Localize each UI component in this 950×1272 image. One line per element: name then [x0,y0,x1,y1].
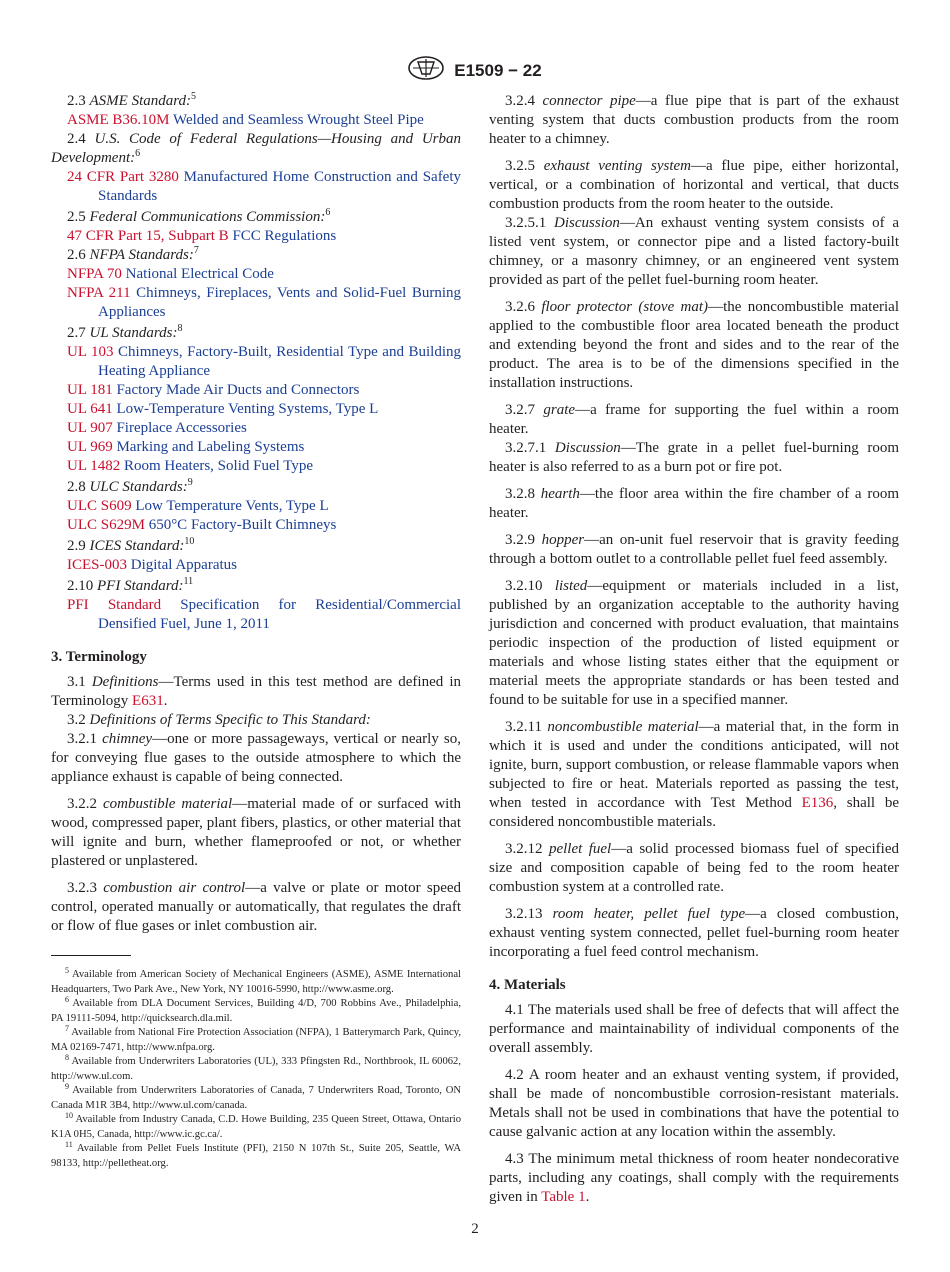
para-3-1: 3.1 Definitions—Terms used in this test method are defined in Terminology E631. [51,674,461,709]
ref-ulc-s609[interactable]: ULC S609 Low Temperature Vents, Type L [67,498,329,514]
heading-materials: 4. Materials [489,977,566,993]
ref-ul103[interactable]: UL 103 Chimneys, Factory-Built, Residential Type and Building Heating Appliance [67,344,462,379]
ref-ulc-s629m[interactable]: ULC S629M 650°C Factory-Built Chimneys [67,517,337,533]
astm-logo-icon [408,56,444,85]
heading-terminology: 3. Terminology [51,649,147,665]
footnote-6: $^6$ Available from DLA Document Services, Building 4/D, 700 Robbins Ave., Philadelphia, PA 19111-5094, http://quicksearch.dla.mil. [51,995,461,1024]
para-3-2-6: 3.2.6 floor protector (stove mat)—the noncombustible material applied to the combustible floor area located beneath the product and extending beyond the front and sides and to the rear of the product. The area is to be of the dimensions specified in the installation instructions. [489,299,899,391]
ref-ul181[interactable]: UL 181 Factory Made Air Ducts and Connectors [67,382,360,398]
ref-table-1-link[interactable]: Table 1 [541,1189,586,1205]
para-3-2-5-1: 3.2.5.1 Discussion—An exhaust venting system consists of a listed vent system, or connector pipe and a listed factory-built chimney, or a masonry chimney, or an engineered vent system provided as part of the pellet fuel-burning room heater. [489,215,899,288]
section-2-9: 2.9 ICES Standard:$^{10}$ [67,536,195,554]
para-4-3: 4.3 The minimum metal thickness of room heater nondecorative parts, including any coatings, shall comply with the requirements given in Table 1. [489,1151,899,1205]
footnote-rule [51,955,131,956]
para-3-2-1: 3.2.1 chimney—one or more passageways, vertical or nearly so, for conveying flue gases to the outside atmosphere to which the appliance exhaust is capable of being connected. [51,731,462,785]
para-3-2-8: 3.2.8 hearth—the floor area within the fire chamber of a room heater. [489,486,899,521]
ref-ul1482[interactable]: UL 1482 Room Heaters, Solid Fuel Type [67,458,314,474]
para-3-2-11: 3.2.11 noncombustible material—a material that, in the form in which it is used and under the conditions anticipated, will not ignite, burn, support combustion, or release flammable vapors when subjected to fire or heat. Materials reported as passing the test, when tested in accordance with Test Method E136, shall be considered noncombustible materials. [489,719,900,830]
ref-nfpa211[interactable]: NFPA 211 Chimneys, Fireplaces, Vents and Solid-Fuel Burning Appliances [67,285,462,320]
para-3-2-7-1: 3.2.7.1 Discussion—The grate in a pellet fuel-burning room heater is also referred to as a burn pot or fire pot. [489,440,899,475]
para-3-2-2: 3.2.2 combustible material—material made of or surfaced with wood, compressed paper, plant fibers, plastics, or other material that will ignite and burn, whether flameproofed or not, or whether plastered or unplastered. [51,796,461,869]
para-3-2-10: 3.2.10 listed—equipment or materials included in a list, published by an organization acceptable to the authority having jurisdiction and concerned with product evaluation, that maintains periodic inspection of the production of listed equipment or materials and whose listing states either that the equipment or material meets the appropriate standards or has been tested and found to be suitable for use in a specified manner. [489,578,900,708]
para-3-2-4: 3.2.4 connector pipe—a flue pipe that is part of the exhaust venting system that ducts combustion products from the room heater to a chimney. [489,93,899,147]
footnote-7: $^7$ Available from National Fire Protection Association (NFPA), 1 Batterymarch Park, Quincy, MA 02169-7471, http://www.nfpa.org. [51,1024,461,1053]
para-3-2-3: 3.2.3 combustion air control—a valve or plate or motor speed control, operated manually or automatically, that regulates the draft or flow of flue gases or inlet combustion air. [51,880,462,934]
section-2-6: 2.6 NFPA Standards:$^7$ [67,245,199,263]
right-column [489,92,899,1207]
ref-pfi[interactable]: PFI Standard Specification for Residential/Commercial Densified Fuel, June 1, 2011 [67,597,461,632]
ref-ul969[interactable]: UL 969 Marking and Labeling Systems [67,439,305,455]
section-2-4: 2.4 U.S. Code of Federal Regulations—Housing and Urban Development:$^6$ [51,131,462,166]
ref-ul907[interactable]: UL 907 Fireplace Accessories [67,420,247,436]
ref-ices003[interactable]: ICES-003 Digital Apparatus [67,557,237,573]
ref-e631-link[interactable]: E631 [132,693,164,709]
ref-nfpa70[interactable]: NFPA 70 National Electrical Code [67,266,274,282]
standard-designation: E1509 − 22 [454,60,542,80]
section-2-5: 2.5 Federal Communications Commission:$^6$ [67,207,331,225]
para-3-2-13: 3.2.13 room heater, pellet fuel type—a closed combustion, exhaust venting system connected, pellet fuel-burning room heater incorporating a fuel feed control mechanism. [489,906,899,960]
para-3-2-9: 3.2.9 hopper—an on-unit fuel reservoir that is gravity feeding through a bottom outlet to a controllable pellet fuel feed assembly. [489,532,900,567]
footnote-8: $^8$ Available from Underwriters Laboratories (UL), 333 Pfingsten Rd., Northbrook, IL 60062, http://www.ul.com. [51,1053,461,1082]
page-number: 2 [471,1221,479,1237]
ref-47cfr[interactable]: 47 CFR Part 15, Subpart B FCC Regulations [67,228,337,244]
section-2-8: 2.8 ULC Standards:$^9$ [67,477,193,495]
para-3-2: 3.2 Definitions of Terms Specific to This Standard: [67,712,371,728]
footnote-5: $^5$ Available from American Society of Mechanical Engineers (ASME), ASME International Headquarters, Two Park Ave., New York, NY 10016-5990, http://www.asme.org. [51,966,461,995]
para-3-2-7: 3.2.7 grate—a frame for supporting the fuel within a room heater. [489,402,900,437]
para-3-2-12: 3.2.12 pellet fuel—a solid processed biomass fuel of specified size and composition capable of being fed to the room heater combustion system at a controlled rate. [489,841,899,895]
para-4-2: 4.2 A room heater and an exhaust venting system, if provided, shall be made of noncombustible corrosion-resistant materials. Metals shall not be used in combinations that have the potential to cause galvanic action at any location within the assembly. [489,1067,899,1140]
page-header [0,56,950,82]
ref-24cfr[interactable]: 24 CFR Part 3280 Manufactured Home Construction and Safety Standards [67,169,462,204]
footnote-11: $^{11}$ Available from Pellet Fuels Institute (PFI), 2150 N 107th St., Suite 205, Seattle, WA 98133, http://pelletheat.org. [51,1140,461,1169]
section-2-7: 2.7 UL Standards:$^8$ [67,323,183,341]
footnotes [51,968,461,1171]
ref-asme-b36[interactable]: ASME B36.10M Welded and Seamless Wrought Steel Pipe [67,112,424,128]
footnote-10: $^{10}$ Available from Industry Canada, C.D. Howe Building, 235 Queen Street, Ottawa, Ontario K1A 0H5, Canada, http://www.ic.gc.ca/. [51,1111,461,1140]
left-column [51,92,461,936]
ref-e136-link[interactable]: E136 [801,795,834,811]
ref-ul641[interactable]: UL 641 Low-Temperature Venting Systems, Type L [67,401,379,417]
para-4-1: 4.1 The materials used shall be free of defects that will affect the performance and maintainability of individual components of the overall assembly. [489,1002,899,1056]
para-3-2-5: 3.2.5 exhaust venting system—a flue pipe, either horizontal, vertical, or a combination of horizontal and vertical, that ducts combustion products from the room heater to the outside. [489,158,900,212]
section-2-10: 2.10 PFI Standard:$^{11}$ [67,576,194,594]
footnote-9: $^9$ Available from Underwriters Laboratories of Canada, 7 Underwriters Road, Toronto, ON Canada M1R 3B4, http://www.ul.com/canada. [51,1082,461,1111]
section-2-3: 2.3 ASME Standard:$^5$ [67,91,197,109]
